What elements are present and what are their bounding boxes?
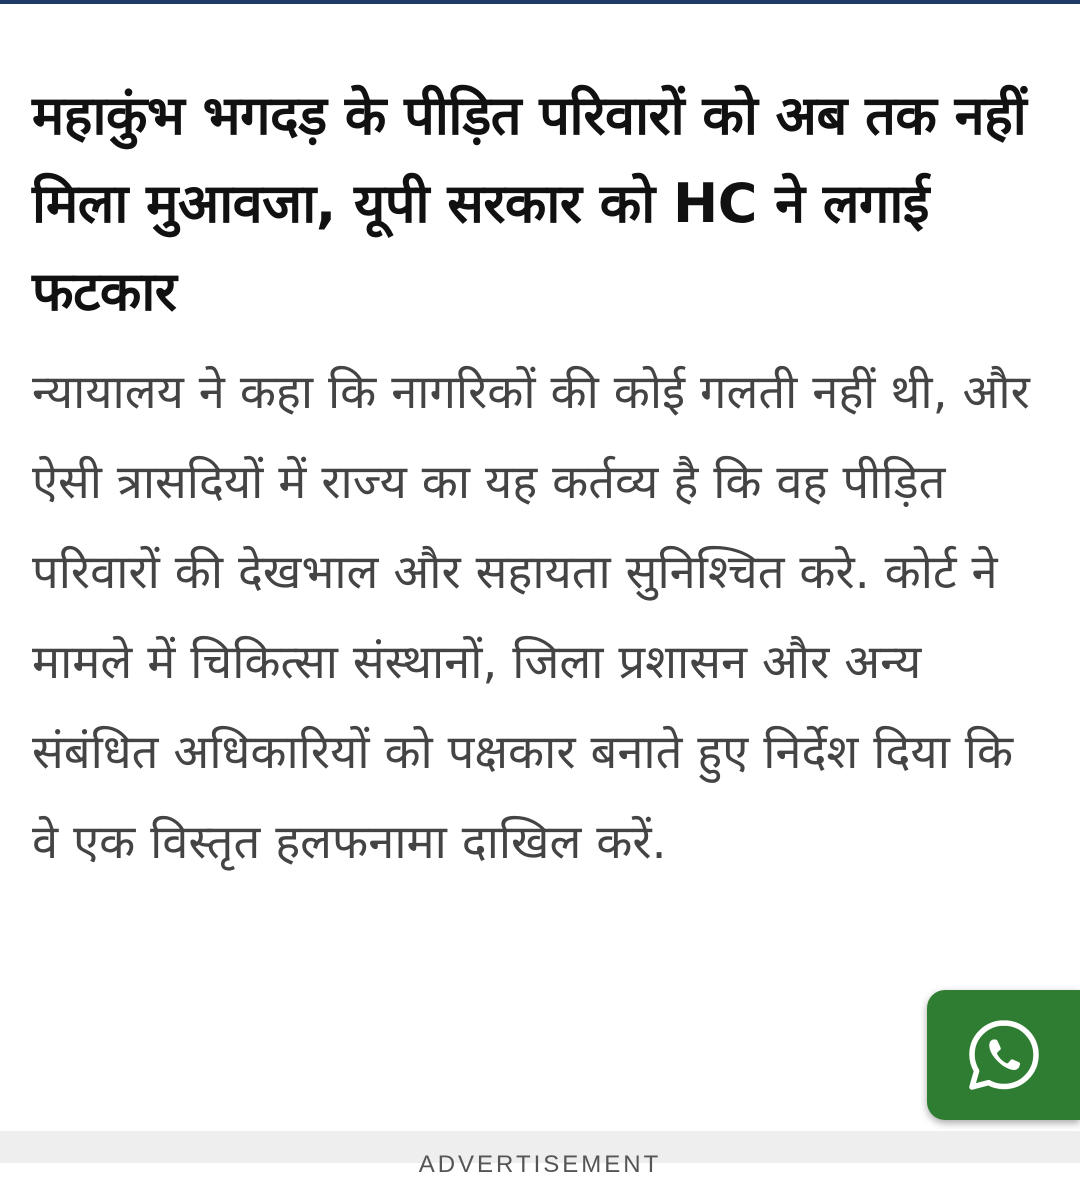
whatsapp-icon (966, 1017, 1042, 1093)
article-summary: न्यायालय ने कहा कि नागरिकों की कोई गलती नहीं थी, और ऐसी त्रासदियों में राज्य का यह कर्तव्य है कि वह पीड़ित परिवारों की देखभाल और सहायता सुनिश्चित करे. कोर्ट ने मामले में चिकित्सा संस्थानों, जिला प्रशासन और अन्य संबंधित अधिकारियों को पक्षकार बनाते हुए निर्देश दिया कि वे एक विस्तृत हलफनामा दाखिल करें. (32, 365, 1030, 870)
header-divider (0, 0, 1080, 4)
advertisement-label: ADVERTISEMENT (418, 1151, 662, 1178)
whatsapp-share-button[interactable] (927, 990, 1080, 1120)
article-headline[interactable]: महाकुंभ भगदड़ के पीड़ित परिवारों को अब तक नहीं मिला मुआवजा, यूपी सरकार को HC ने लगाई फटकार (32, 84, 1027, 323)
article-section (32, 72, 1052, 888)
advertisement-banner (0, 1131, 1080, 1178)
